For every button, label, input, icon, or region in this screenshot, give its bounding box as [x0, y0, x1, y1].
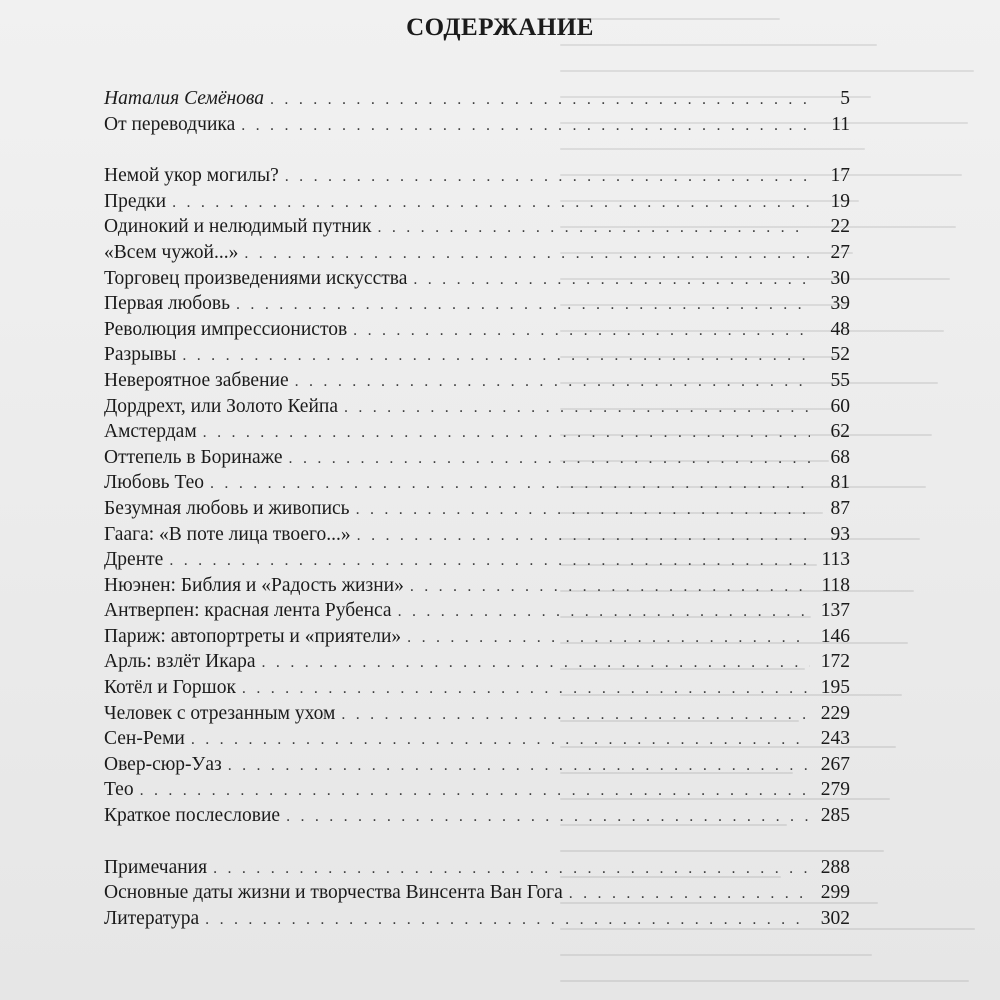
dot-leader	[203, 420, 810, 446]
toc-entry-page-number: 267	[820, 753, 850, 775]
dot-leader	[210, 471, 810, 497]
toc-entry[interactable]	[104, 906, 850, 932]
toc-entry-title: Литература	[104, 907, 200, 929]
toc-entry-page-number: 302	[820, 907, 850, 929]
bleed-through-line	[560, 954, 872, 956]
toc-entry[interactable]	[104, 880, 850, 906]
toc-entry-title: Оттепель в Боринаже	[104, 446, 283, 468]
toc-entry-title: Первая любовь	[104, 293, 231, 315]
dot-leader	[244, 241, 810, 267]
toc-entry[interactable]	[104, 649, 850, 675]
toc-entry-page-number: 81	[830, 472, 850, 494]
toc-entry[interactable]	[104, 522, 850, 548]
toc-entry-page-number: 52	[830, 344, 850, 366]
toc-entry[interactable]	[104, 752, 850, 778]
toc-entry[interactable]	[104, 496, 850, 522]
toc-entry[interactable]	[104, 701, 850, 727]
dot-leader	[398, 599, 810, 625]
dot-leader	[357, 523, 810, 549]
dot-leader	[569, 881, 810, 907]
toc-entry[interactable]	[104, 547, 850, 573]
toc-entry-page-number: 87	[830, 497, 850, 519]
dot-leader	[205, 907, 810, 933]
dot-leader	[169, 548, 810, 574]
bleed-through-line	[560, 70, 974, 72]
toc-entry-title: Котёл и Горшок	[104, 677, 236, 699]
toc-entry[interactable]	[104, 675, 850, 701]
toc-entry-page-number: 22	[830, 216, 850, 238]
dot-leader	[356, 497, 810, 523]
toc-entry[interactable]	[104, 368, 850, 394]
toc-entry-page-number: 48	[830, 318, 850, 340]
toc-entry-title: Разрывы	[104, 344, 177, 366]
toc-entry[interactable]	[104, 266, 850, 292]
toc-entry-page-number: 39	[830, 293, 850, 315]
toc-entry-page-number: 113	[821, 549, 850, 571]
toc-entry-title: Революция импрессионистов	[104, 318, 348, 340]
toc-entry-title: Немой укор могилы?	[104, 165, 279, 187]
toc-entry-title: Наталия Семёнова	[104, 88, 265, 109]
toc-entry[interactable]	[104, 624, 850, 650]
toc-entry-page-number: 93	[830, 523, 850, 545]
toc-entry-title: От переводчика	[104, 113, 236, 135]
toc-entry-title: Краткое послесловие	[104, 805, 281, 827]
toc-entry-page-number: 30	[830, 267, 850, 289]
toc-entry[interactable]	[104, 240, 850, 266]
toc-entry[interactable]	[104, 573, 850, 599]
toc-entry-page-number: 118	[821, 574, 850, 596]
toc-entry-title: «Всем чужой...»	[104, 241, 239, 263]
toc-entry-title: Дренте	[104, 549, 164, 571]
section-gap	[104, 137, 850, 163]
toc-entry-page-number: 195	[820, 677, 850, 699]
toc-entry[interactable]	[104, 726, 850, 752]
dot-leader	[377, 215, 810, 241]
dot-leader	[236, 292, 810, 318]
toc-entry-page-number: 27	[830, 241, 850, 263]
toc-entry[interactable]	[104, 803, 850, 829]
toc-entry[interactable]	[104, 342, 850, 368]
dot-leader	[241, 113, 810, 139]
toc-entry-title: Основные даты жизни и творчества Винсента Ван Гога	[104, 882, 563, 904]
toc-entry-title: Любовь Тео	[104, 472, 205, 494]
dot-leader	[410, 574, 810, 600]
dot-leader	[191, 727, 810, 753]
toc-entry-title: Париж: автопортреты и «приятели»	[104, 625, 402, 647]
dot-leader	[172, 190, 810, 216]
toc-entry-title: Одинокий и нелюдимый путник	[104, 216, 372, 238]
toc-entry-page-number: 5	[840, 88, 850, 109]
toc-entry-title: Торговец произведениями искусства	[104, 267, 408, 289]
toc-entry-title: Невероятное забвение	[104, 369, 289, 391]
dot-leader	[242, 676, 810, 702]
toc-entry[interactable]	[104, 291, 850, 317]
toc-entry-page-number: 146	[820, 625, 850, 647]
dot-leader	[289, 446, 810, 472]
dot-leader	[407, 625, 810, 651]
toc-entry-page-number: 137	[820, 600, 850, 622]
dot-leader	[270, 87, 810, 113]
toc-entry-page-number: 62	[830, 421, 850, 443]
toc-entry[interactable]	[104, 112, 850, 138]
dot-leader	[140, 778, 810, 804]
toc-entry-title: Безумная любовь и живопись	[104, 497, 350, 519]
dot-leader	[262, 650, 810, 676]
dot-leader	[213, 856, 810, 882]
toc-entry-page-number: 229	[820, 702, 850, 724]
toc-entry[interactable]	[104, 189, 850, 215]
toc-entry-title: Амстердам	[104, 421, 197, 443]
toc-entry[interactable]	[104, 419, 850, 445]
toc-entry-title: Примечания	[104, 856, 208, 878]
dot-leader	[285, 164, 810, 190]
toc-entry-title: Арль: взлёт Икара	[104, 651, 256, 673]
toc-entry-page-number: 55	[830, 369, 850, 391]
toc-entry-page-number: 19	[830, 190, 850, 212]
toc-entry[interactable]	[104, 598, 850, 624]
toc-entry-page-number: 60	[830, 395, 850, 417]
page-title: СОДЕРЖАНИЕ	[406, 14, 594, 41]
toc-entry-page-number: 279	[820, 779, 850, 801]
toc-entry-title: Гаага: «В поте лица твоего...»	[104, 523, 351, 545]
toc-entry[interactable]	[104, 445, 850, 471]
dot-leader	[228, 753, 810, 779]
toc-entry-title: Антверпен: красная лента Рубенса	[104, 600, 392, 622]
dot-leader	[413, 267, 810, 293]
dot-leader	[344, 395, 810, 421]
bleed-through-line	[560, 980, 969, 982]
toc-entry-title: Овер-сюр-Уаз	[104, 753, 222, 775]
toc-entry-page-number: 299	[820, 882, 850, 904]
dot-leader	[341, 702, 810, 728]
toc-entry-title: Тео	[104, 779, 134, 801]
dot-leader	[353, 318, 810, 344]
dot-leader	[295, 369, 810, 395]
toc-entry-page-number: 288	[820, 856, 850, 878]
toc-entry[interactable]	[104, 214, 850, 240]
bleed-through-line	[560, 44, 877, 46]
toc-entry-page-number: 68	[830, 446, 850, 468]
toc-entry[interactable]	[104, 470, 850, 496]
toc-entry[interactable]	[104, 777, 850, 803]
toc-entry-page-number: 17	[830, 165, 850, 187]
dot-leader	[286, 804, 810, 830]
toc-entry-title: Сен-Реми	[104, 728, 185, 750]
toc-entry[interactable]	[104, 394, 850, 420]
toc-entry[interactable]	[104, 86, 850, 112]
toc-entry-page-number: 172	[820, 651, 850, 673]
toc-entry-page-number: 11	[831, 113, 850, 135]
section-gap	[104, 829, 850, 855]
toc-entry-title: Предки	[104, 190, 167, 212]
toc-entry[interactable]	[104, 855, 850, 881]
toc-entry[interactable]	[104, 163, 850, 189]
toc-entry-title: Нюэнен: Библия и «Радость жизни»	[104, 574, 404, 596]
toc-entry-page-number: 243	[820, 728, 850, 750]
table-of-contents	[104, 86, 850, 931]
toc-entry[interactable]	[104, 317, 850, 343]
toc-entry-title: Человек с отрезанным ухом	[104, 702, 336, 724]
dot-leader	[182, 343, 810, 369]
toc-entry-title: Дордрехт, или Золото Кейпа	[104, 395, 338, 417]
toc-entry-page-number: 285	[820, 805, 850, 827]
